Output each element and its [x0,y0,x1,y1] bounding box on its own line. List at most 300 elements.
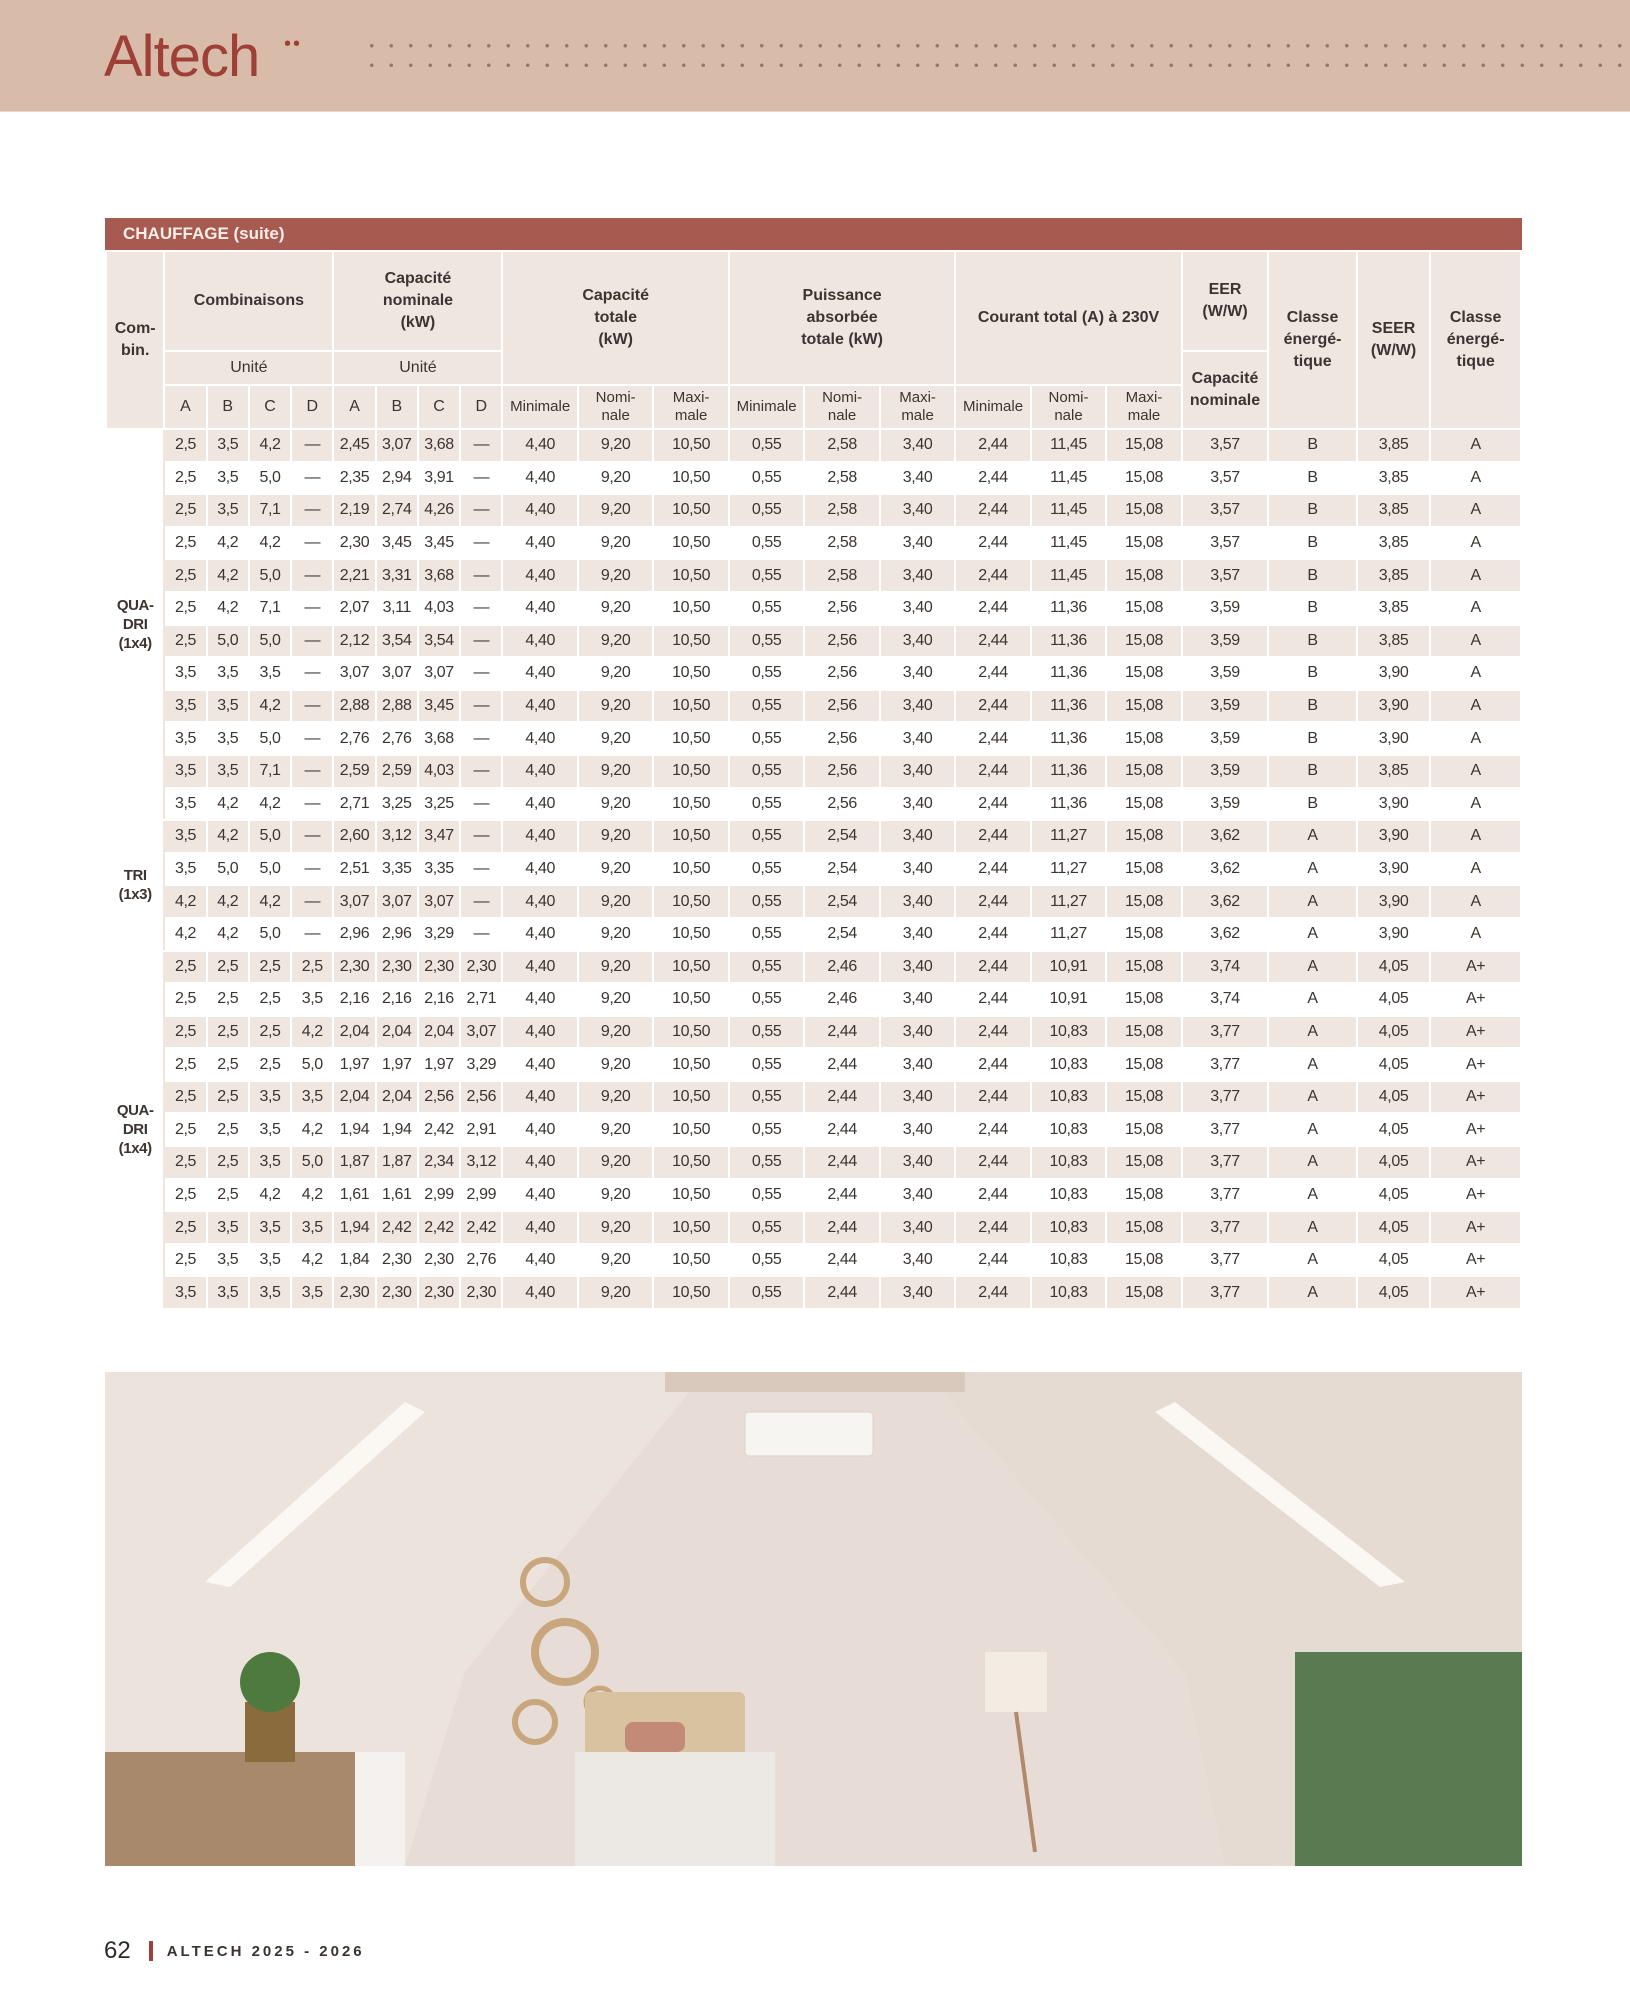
table-cell: 2,88 [376,690,418,723]
table-cell: 3,85 [1357,625,1430,658]
header-unit-d: D [291,385,333,429]
table-cell: 2,30 [333,1276,375,1309]
table-cell: 2,5 [164,527,206,560]
header-captot-nom: Nomi- nale [578,385,653,429]
table-cell: B [1268,755,1357,788]
table-cell: 15,08 [1106,918,1182,951]
table-cell: A+ [1430,1146,1521,1179]
table-cell: 5,0 [249,559,291,592]
table-cell: A [1268,1276,1357,1309]
table-cell: 3,40 [880,592,955,625]
table-cell: 4,2 [207,592,249,625]
table-cell: 3,40 [880,820,955,853]
table-cell: 1,97 [376,1048,418,1081]
header-capacite-totale: Capacité totale (kW) [502,251,728,385]
table-cell: 2,56 [804,592,879,625]
table-cell: 4,2 [207,918,249,951]
table-cell: 4,05 [1357,1113,1430,1146]
table-row [106,1244,1521,1277]
table-row [106,1048,1521,1081]
table-cell: 4,2 [249,429,291,462]
altech-logo: Altech [104,24,260,89]
table-cell: 9,20 [578,1146,653,1179]
table-cell: B [1268,494,1357,527]
table-cell: 10,50 [653,722,729,755]
table-cell: 3,85 [1357,755,1430,788]
table-cell: 3,90 [1357,853,1430,886]
table-cell: B [1268,722,1357,755]
table-cell: 2,96 [333,918,375,951]
table-cell: 15,08 [1106,429,1182,462]
table-cell: 3,5 [291,1276,333,1309]
table-row [106,885,1521,918]
table-cell: 1,87 [376,1146,418,1179]
table-cell: 3,85 [1357,527,1430,560]
table-cell: 3,45 [418,690,460,723]
table-cell: 2,44 [955,885,1030,918]
header-unit-a: A [164,385,206,429]
table-cell: 15,08 [1106,1179,1182,1212]
table-cell: A [1430,690,1521,723]
table-cell: 10,50 [653,918,729,951]
table-cell: 9,20 [578,1211,653,1244]
table-cell: 2,5 [249,951,291,984]
table-cell: 9,20 [578,592,653,625]
table-cell: 3,5 [207,1211,249,1244]
table-cell: 4,40 [502,983,577,1016]
table-cell: 2,54 [804,885,879,918]
table-cell: 4,2 [164,918,206,951]
table-cell: 10,50 [653,559,729,592]
table-cell: 5,0 [207,625,249,658]
table-cell: 2,44 [804,1048,879,1081]
table-cell: 3,5 [164,820,206,853]
table-cell: 0,55 [729,1211,804,1244]
table-cell: 2,5 [207,1113,249,1146]
table-cell: A+ [1430,1016,1521,1049]
table-cell: 3,5 [207,690,249,723]
table-cell: 3,45 [418,527,460,560]
table-cell: 3,59 [1182,690,1269,723]
table-cell: 2,44 [955,1179,1030,1212]
table-cell: 3,5 [249,1081,291,1114]
table-cell: 3,07 [333,657,375,690]
table-cell: 4,2 [207,527,249,560]
table-cell: 2,04 [333,1016,375,1049]
table-cell: 11,27 [1031,918,1106,951]
table-cell: 2,44 [955,559,1030,592]
table-cell: 15,08 [1106,625,1182,658]
table-cell: 4,2 [291,1244,333,1277]
table-cell: 11,45 [1031,494,1106,527]
table-cell: 4,26 [418,494,460,527]
table-cell: 10,50 [653,690,729,723]
table-cell: 3,5 [291,1081,333,1114]
table-cell: A+ [1430,983,1521,1016]
table-cell: 10,50 [653,951,729,984]
table-cell: A [1268,918,1357,951]
table-cell: 3,25 [376,788,418,821]
header-puis-nom: Nomi- nale [804,385,879,429]
table-cell: 15,08 [1106,1244,1182,1277]
table-cell: 4,05 [1357,1179,1430,1212]
table-cell: 3,40 [880,755,955,788]
table-cell: 0,55 [729,951,804,984]
table-cell: 4,05 [1357,1146,1430,1179]
table-cell: 15,08 [1106,690,1182,723]
header-cap-d: D [460,385,502,429]
table-cell: 1,87 [333,1146,375,1179]
table-body [106,429,1521,1309]
table-cell: 15,08 [1106,820,1182,853]
table-cell: 2,44 [804,1211,879,1244]
table-cell: 9,20 [578,559,653,592]
table-cell: A [1430,592,1521,625]
table-cell: A [1268,885,1357,918]
table-cell: 3,40 [880,788,955,821]
table-cell: 1,61 [333,1179,375,1212]
table-cell: 10,50 [653,1113,729,1146]
table-cell: 2,30 [418,1244,460,1277]
table-cell: 9,20 [578,429,653,462]
table-cell: — [291,527,333,560]
bedroom-photo [105,1372,1522,1866]
table-cell: 4,2 [291,1113,333,1146]
table-cell: A [1430,853,1521,886]
table-cell: 3,77 [1182,1211,1269,1244]
table-cell: 10,50 [653,1211,729,1244]
table-cell: 2,46 [804,983,879,1016]
table-cell: 2,19 [333,494,375,527]
table-cell: 3,59 [1182,657,1269,690]
table-cell: 3,40 [880,1179,955,1212]
table-cell: 10,50 [653,462,729,495]
table-cell: 2,56 [460,1081,502,1114]
table-cell: 2,04 [376,1081,418,1114]
table-cell: 9,20 [578,1179,653,1212]
table-cell: 3,77 [1182,1113,1269,1146]
table-cell: 10,91 [1031,951,1106,984]
table-cell: 4,05 [1357,1211,1430,1244]
table-cell: 3,68 [418,429,460,462]
table-cell: 2,60 [333,820,375,853]
table-cell: — [460,559,502,592]
table-cell: 3,59 [1182,625,1269,658]
header-seer: SEER (W/W) [1357,251,1430,429]
table-cell: 11,36 [1031,690,1106,723]
table-cell: 2,35 [333,462,375,495]
table-cell: 15,08 [1106,1146,1182,1179]
table-cell: A [1430,462,1521,495]
table-cell: 2,5 [164,592,206,625]
table-cell: 7,1 [249,592,291,625]
header-capacite-nominale: Capacité nominale (kW) [333,251,502,351]
table-cell: 3,12 [376,820,418,853]
table-cell: 2,5 [207,1081,249,1114]
table-cell: 2,5 [164,1179,206,1212]
table-row [106,853,1521,886]
table-cell: 0,55 [729,559,804,592]
table-cell: — [460,592,502,625]
table-cell: 4,40 [502,1048,577,1081]
table-cell: 10,50 [653,1276,729,1309]
table-cell: 2,5 [164,429,206,462]
table-cell: A [1268,1179,1357,1212]
table-cell: 3,5 [207,429,249,462]
table-cell: 5,0 [249,462,291,495]
table-cell: 9,20 [578,722,653,755]
table-cell: 10,50 [653,429,729,462]
table-cell: 11,36 [1031,755,1106,788]
table-cell: 2,51 [333,853,375,886]
table-cell: 3,07 [418,885,460,918]
table-cell: 2,54 [804,918,879,951]
table-cell: 2,74 [376,494,418,527]
table-cell: 9,20 [578,755,653,788]
table-cell: 4,40 [502,1211,577,1244]
table-cell: 9,20 [578,494,653,527]
table-cell: 3,77 [1182,1146,1269,1179]
header-cap-b: B [376,385,418,429]
table-cell: 4,40 [502,1146,577,1179]
logo-dots-icon: •• [284,33,303,55]
table-cell: 3,40 [880,853,955,886]
table-cell: 11,27 [1031,885,1106,918]
table-cell: A+ [1430,1244,1521,1277]
table-cell: A [1268,1211,1357,1244]
table-cell: 11,45 [1031,429,1106,462]
table-cell: 15,08 [1106,755,1182,788]
table-cell: 10,50 [653,1146,729,1179]
table-cell: 3,90 [1357,722,1430,755]
table-cell: A [1430,820,1521,853]
header-cour-max: Maxi- male [1106,385,1182,429]
table-cell: 4,05 [1357,983,1430,1016]
table-row [106,755,1521,788]
table-cell: 10,83 [1031,1244,1106,1277]
bedroom-illustration [105,1372,1522,1866]
table-cell: 15,08 [1106,657,1182,690]
table-cell: 3,57 [1182,527,1269,560]
table-cell: 3,59 [1182,722,1269,755]
table-cell: A+ [1430,1211,1521,1244]
table-cell: A [1430,429,1521,462]
table-cell: 3,40 [880,625,955,658]
table-cell: 2,44 [955,1113,1030,1146]
table-cell: 2,44 [955,951,1030,984]
table-cell: 2,5 [207,1048,249,1081]
table-cell: A+ [1430,951,1521,984]
table-cell: A [1268,1113,1357,1146]
table-cell: 3,54 [418,625,460,658]
table-cell: 3,25 [418,788,460,821]
table-cell: 4,05 [1357,951,1430,984]
table-cell: 4,03 [418,755,460,788]
table-cell: 2,44 [804,1244,879,1277]
table-cell: 3,74 [1182,951,1269,984]
table-cell: 1,97 [333,1048,375,1081]
table-cell: 9,20 [578,1113,653,1146]
table-cell: 0,55 [729,1179,804,1212]
table-cell: A [1430,657,1521,690]
table-cell: 1,97 [418,1048,460,1081]
table-cell: 3,40 [880,951,955,984]
table-cell: 4,40 [502,722,577,755]
table-cell: A+ [1430,1113,1521,1146]
table-cell: 3,40 [880,1146,955,1179]
header-puissance: Puissance absorbée totale (kW) [729,251,955,385]
table-cell: 3,68 [418,559,460,592]
table-cell: 2,44 [955,1211,1030,1244]
table-cell: — [460,429,502,462]
table-cell: 3,40 [880,690,955,723]
table-cell: 1,94 [376,1113,418,1146]
table-cell: 11,36 [1031,657,1106,690]
table-cell: 3,40 [880,657,955,690]
table-cell: 3,40 [880,1081,955,1114]
table-cell: — [460,788,502,821]
table-row [106,494,1521,527]
table-cell: 9,20 [578,951,653,984]
table-cell: 3,5 [291,1211,333,1244]
table-cell: 2,42 [376,1211,418,1244]
table-cell: 4,2 [207,820,249,853]
table-cell: 9,20 [578,1016,653,1049]
table-cell: — [291,592,333,625]
group-label: TRI (1x3) [106,820,164,950]
table-cell: 3,85 [1357,429,1430,462]
table-cell: 3,5 [164,690,206,723]
table-cell: 2,5 [249,1048,291,1081]
table-cell: 3,5 [207,755,249,788]
table-cell: 2,58 [804,559,879,592]
table-cell: 2,07 [333,592,375,625]
table-cell: 3,47 [418,820,460,853]
table-cell: 4,40 [502,462,577,495]
table-cell: 3,5 [207,657,249,690]
table-cell: 3,5 [207,1244,249,1277]
table-cell: 4,2 [249,885,291,918]
table-cell: 15,08 [1106,1016,1182,1049]
table-cell: 3,57 [1182,494,1269,527]
table-cell: 3,5 [207,1276,249,1309]
table-cell: 4,40 [502,625,577,658]
table-cell: 0,55 [729,788,804,821]
table-row [106,657,1521,690]
table-cell: A+ [1430,1179,1521,1212]
table-cell: 2,30 [376,1276,418,1309]
table-cell: 3,77 [1182,1179,1269,1212]
table-cell: 10,50 [653,820,729,853]
header-classe-1: Classe énergé- tique [1268,251,1357,429]
table-cell: 3,40 [880,918,955,951]
table-cell: 2,88 [333,690,375,723]
table-cell: 15,08 [1106,527,1182,560]
table-cell: 4,2 [249,690,291,723]
table-cell: 10,91 [1031,983,1106,1016]
table-cell: 3,5 [207,722,249,755]
table-cell: 3,62 [1182,885,1269,918]
table-cell: 10,50 [653,755,729,788]
table-cell: 3,68 [418,722,460,755]
table-cell: 2,44 [804,1146,879,1179]
table-cell: 2,56 [804,625,879,658]
table-cell: 3,5 [164,853,206,886]
table-cell: 3,85 [1357,462,1430,495]
table-cell: 2,5 [207,983,249,1016]
table-cell: 4,40 [502,527,577,560]
table-cell: 2,16 [333,983,375,1016]
table-cell: 11,45 [1031,559,1106,592]
table-cell: 3,11 [376,592,418,625]
table-cell: 2,5 [164,983,206,1016]
table-cell: 5,0 [291,1048,333,1081]
table-row [106,559,1521,592]
table-cell: — [460,918,502,951]
table-cell: 10,50 [653,1081,729,1114]
table-cell: 2,44 [804,1179,879,1212]
table-cell: 2,04 [333,1081,375,1114]
table-cell: — [291,755,333,788]
table-cell: — [291,625,333,658]
table-cell: 1,61 [376,1179,418,1212]
table-cell: 2,12 [333,625,375,658]
table-cell: 2,44 [955,462,1030,495]
table-cell: 0,55 [729,885,804,918]
group-label: QUA- DRI (1x4) [106,429,164,820]
table-cell: B [1268,592,1357,625]
table-cell: 2,5 [164,1048,206,1081]
table-row [106,722,1521,755]
table-cell: 9,20 [578,657,653,690]
table-cell: 7,1 [249,494,291,527]
table-cell: 2,30 [333,951,375,984]
table-cell: 2,76 [333,722,375,755]
table-cell: 2,44 [955,918,1030,951]
table-cell: 0,55 [729,1016,804,1049]
table-cell: A+ [1430,1048,1521,1081]
table-cell: 11,36 [1031,722,1106,755]
table-cell: 2,58 [804,462,879,495]
table-cell: 2,5 [207,1179,249,1212]
table-cell: 9,20 [578,820,653,853]
table-cell: 15,08 [1106,494,1182,527]
table-cell: 10,83 [1031,1211,1106,1244]
table-cell: 10,50 [653,1244,729,1277]
table-cell: 3,29 [460,1048,502,1081]
table-row [106,983,1521,1016]
table-cell: 2,5 [249,1016,291,1049]
header-captot-min: Minimale [502,385,577,429]
table-cell: 0,55 [729,755,804,788]
table-cell: 3,45 [376,527,418,560]
table-cell: 3,40 [880,1113,955,1146]
table-cell: A [1268,820,1357,853]
table-cell: 3,5 [164,722,206,755]
table-cell: 2,44 [955,1016,1030,1049]
table-row [106,1081,1521,1114]
header-combinaisons: Combinaisons [164,251,333,351]
page-header-band [0,0,1630,112]
table-row [106,1146,1521,1179]
header-cap-c: C [418,385,460,429]
table-cell: 11,27 [1031,853,1106,886]
table-cell: 2,42 [418,1113,460,1146]
table-cell: 2,44 [955,755,1030,788]
table-cell: 10,50 [653,885,729,918]
table-cell: 4,05 [1357,1244,1430,1277]
table-cell: 2,56 [804,657,879,690]
